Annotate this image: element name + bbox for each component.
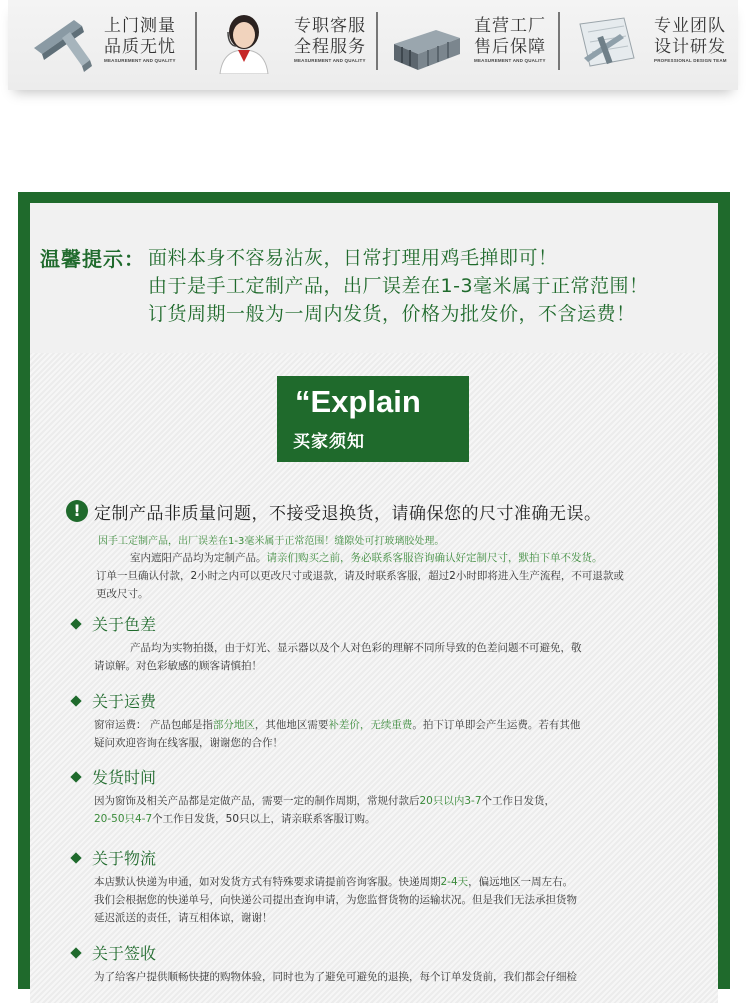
section-text: 窗帘运费： 产品包邮是指部分地区，其他地区需要补差价，无续重费。拍下订单即会产生运费。若有其他 (94, 719, 581, 731)
service-tag: MEASUREMENT AND QUALITY (474, 58, 546, 63)
diamond-icon (70, 695, 81, 706)
diamond-icon (70, 618, 81, 629)
service-title: 直营工厂 售后保障 (474, 16, 546, 57)
explain-header (277, 376, 469, 462)
policy-subnote: 因手工定制产品，出厂误差在1-3毫米属于正常范围！缝隙处可打玻璃胶处理。 (98, 536, 445, 547)
customer-service-avatar (214, 12, 274, 74)
service-tag: PROFESSIONAL DESIGN TEAM (654, 58, 727, 63)
reminder-line: 订货周期一般为一周内发货，价格为批发价，不含运费！ (148, 303, 636, 325)
service-factory (392, 10, 562, 74)
exclamation-icon: ! (66, 500, 88, 522)
diamond-icon (70, 771, 81, 782)
service-design (574, 10, 734, 74)
section-heading-logistics: 关于物流 (72, 846, 156, 869)
divider (376, 12, 378, 70)
section-heading-delivery-time: 发货时间 (72, 765, 156, 788)
ruler-icon (30, 14, 102, 74)
divider (195, 12, 197, 70)
service-banner (8, 0, 738, 90)
reminder-line: 面料本身不容易沾灰，日常打理用鸡毛掸即可！ (148, 247, 558, 269)
service-tag: MEASUREMENT AND QUALITY (294, 58, 366, 63)
service-tag: MEASUREMENT AND QUALITY (104, 58, 176, 63)
section-heading-shipping-fee: 关于运费 (72, 689, 156, 712)
service-title: 专职客服 全程服务 (294, 16, 366, 57)
policy-title: 定制产品非质量问题，不接受退换货，请确保您的尺寸准确无误。 (94, 504, 602, 524)
section-text: 疑问欢迎咨询在线客服，谢谢您的合作！ (94, 737, 283, 749)
section-text: 因为窗饰及相关产品都是定做产品，需要一定的制作周期，常规付款后20只以内3-7个工作日发货， (94, 795, 556, 807)
section-text: 为了给客户提供顺畅快捷的购物体验，同时也为了避免可避免的退换，每个订单发货前，我们都会仔细检 (94, 971, 577, 983)
section-text: 20-50只4-7个工作日发货，50只以上，请亲联系客服订购。 (94, 813, 376, 825)
reminder-line: 由于是手工定制产品，出厂误差在1-3毫米属于正常范围！ (148, 275, 649, 297)
factory-icon (392, 16, 462, 72)
section-heading-color: 关于色差 (72, 612, 156, 635)
service-customer (210, 10, 380, 74)
service-title: 上门测量 品质无忧 (104, 16, 176, 57)
section-text: 延迟派送的责任，请互相体谅，谢谢！ (94, 912, 273, 924)
explain-subtitle: 买家须知 (293, 432, 365, 452)
policy-line: 室内遮阳产品均为定制产品。请亲们购买之前，务必联系客服咨询确认好定制尺寸，默拍下单不发货。 (130, 552, 603, 564)
diamond-icon (70, 947, 81, 958)
section-text: 产品均为实物拍摄，由于灯光、显示器以及个人对色彩的理解不同所导致的色差问题不可避免，敬 (130, 642, 582, 654)
warm-reminder (30, 203, 718, 353)
explain-title: “Explain (295, 384, 421, 419)
divider (558, 12, 560, 70)
section-text: 本店默认快递为申通，如对发货方式有特殊要求请提前咨询客服。快递周期2-4天，偏远地区一周左右。 (94, 876, 574, 888)
section-text: 我们会根据您的快递单号，向快递公司提出查询申请，为您监督货物的运输状况。但是我们无法承担货物 (94, 894, 577, 906)
buyer-notice-panel (18, 192, 730, 989)
policy-line: 订单一旦确认付款，2小时之内可以更改尺寸或退款，请及时联系客服，超过2小时即将进入生产流程，不可退款或 (96, 570, 624, 582)
reminder-label: 温馨提示： (40, 247, 145, 271)
diamond-icon (70, 852, 81, 863)
policy-line: 更改尺寸。 (96, 588, 149, 600)
section-text: 请谅解。对色彩敏感的顾客请慎拍！ (94, 660, 262, 672)
service-title: 专业团队 设计研发 (654, 16, 726, 57)
panel-inner (30, 203, 718, 1003)
section-heading-receipt: 关于签收 (72, 941, 156, 964)
drafting-icon (574, 14, 640, 74)
service-measurement (30, 10, 200, 74)
